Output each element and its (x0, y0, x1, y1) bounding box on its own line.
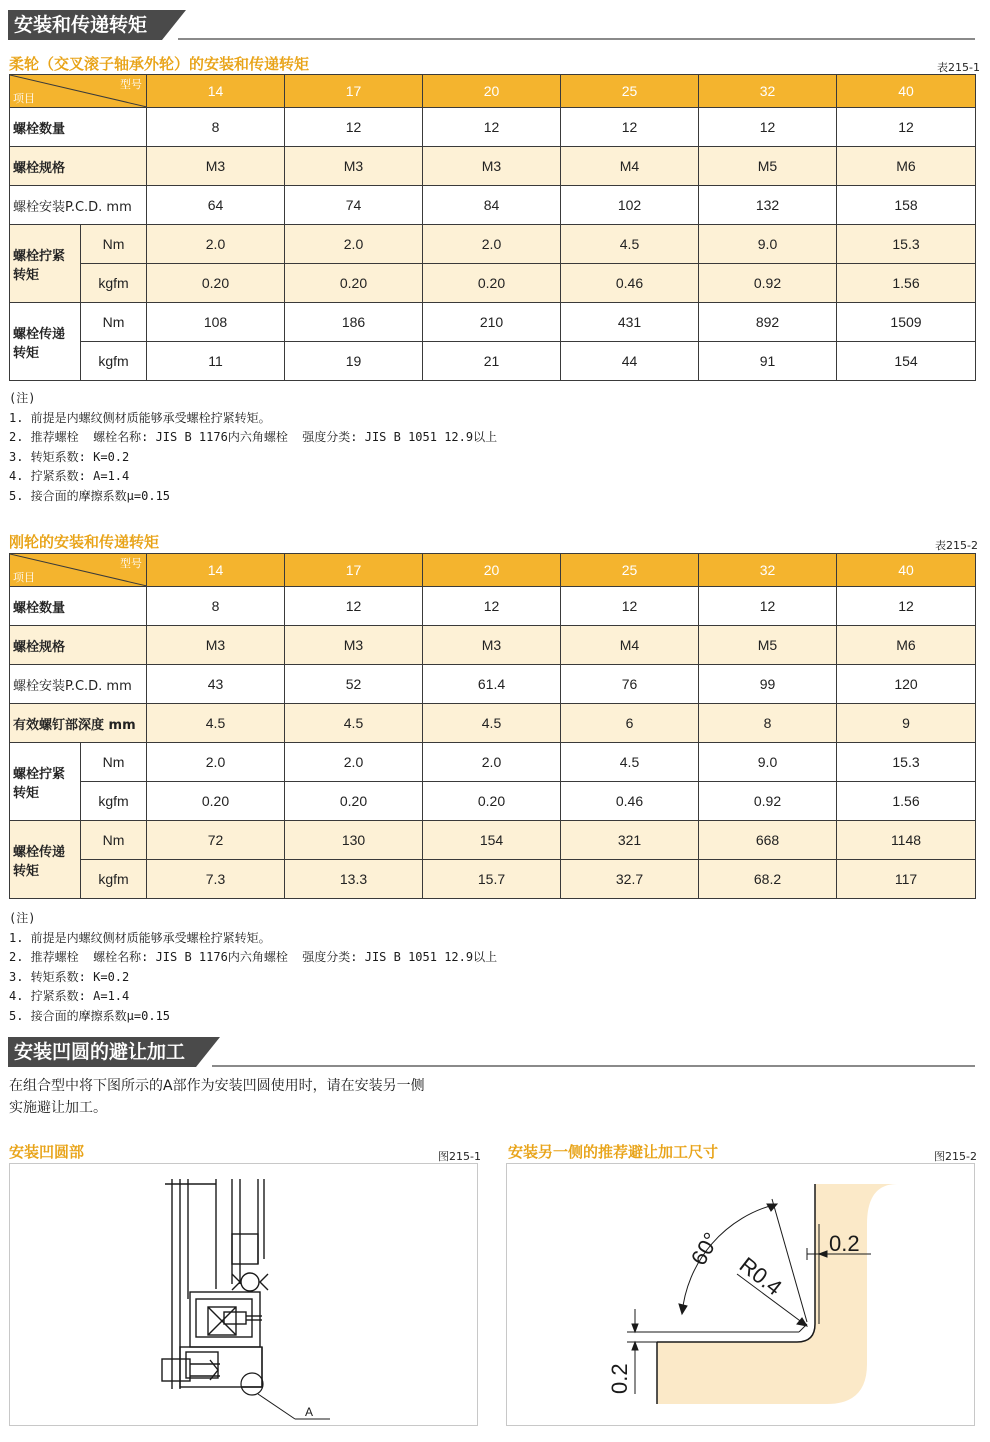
cell: 154 (837, 342, 976, 381)
note-line: (注) (9, 391, 36, 405)
corner-model-label: 型号 (120, 558, 142, 570)
cell: 9.0 (699, 225, 837, 264)
table1-header-row (10, 75, 976, 108)
table1-ref: 表215-1 (937, 61, 980, 74)
cell: 9.0 (699, 743, 837, 782)
section-rule (178, 38, 975, 40)
group-label-line: 螺栓拧紧 (13, 248, 66, 264)
cell: 11 (147, 342, 285, 381)
section-tab-tail (196, 1037, 220, 1067)
figure2-box (506, 1163, 975, 1426)
cell: 158 (837, 186, 976, 225)
row-label: 螺栓数量 (10, 587, 147, 626)
group-label-line: 螺栓传递 (13, 326, 66, 342)
model-header: 20 (423, 75, 561, 108)
note-line: 3. 转矩系数: K=0.2 (9, 969, 130, 984)
cell: 76 (561, 665, 699, 704)
group-label-tighten (10, 225, 81, 303)
relief-paragraph (9, 1075, 425, 1119)
cell: 0.20 (423, 782, 561, 821)
cell: 61.4 (423, 665, 561, 704)
group-label-line: 螺栓拧紧 (13, 766, 66, 782)
group-label-transmit (10, 821, 81, 899)
cell: 4.5 (423, 704, 561, 743)
cell: 154 (423, 821, 561, 860)
table1-corner-cell (10, 75, 147, 108)
note-line: 1. 前提是内螺纹侧材质能够承受螺栓拧紧转矩。 (9, 930, 271, 945)
cell: 6 (561, 704, 699, 743)
cell: 2.0 (147, 225, 285, 264)
cell: M5 (699, 626, 837, 665)
model-header: 40 (837, 75, 976, 108)
cell: 892 (699, 303, 837, 342)
cell: 99 (699, 665, 837, 704)
table1 (9, 74, 976, 381)
unit-cell: Nm (81, 821, 147, 860)
row-label: 螺栓安装P.C.D. mm (10, 665, 147, 704)
cell: 15.7 (423, 860, 561, 899)
cell: M3 (285, 626, 423, 665)
model-header: 32 (699, 75, 837, 108)
cell: 132 (699, 186, 837, 225)
unit-cell: Nm (81, 303, 147, 342)
cell: 431 (561, 303, 699, 342)
table-row (10, 342, 976, 381)
angle-label: 60° (685, 1228, 725, 1270)
cell: 668 (699, 821, 837, 860)
cell: 4.5 (147, 704, 285, 743)
cell: 12 (423, 108, 561, 147)
cell: 0.92 (699, 264, 837, 303)
cell: 19 (285, 342, 423, 381)
cell: 84 (423, 186, 561, 225)
cell: 120 (837, 665, 976, 704)
cell: 12 (837, 108, 976, 147)
cell: 2.0 (285, 743, 423, 782)
cell: 12 (699, 587, 837, 626)
section-title: 安装凹圆的避让加工 (8, 1037, 196, 1067)
right-dim-label: 0.2 (829, 1231, 860, 1256)
cell: 0.92 (699, 782, 837, 821)
cell: 1.56 (837, 264, 976, 303)
cell: M6 (837, 626, 976, 665)
cell: 12 (561, 587, 699, 626)
model-header: 17 (285, 554, 423, 587)
group-label-line: 螺栓传递 (13, 844, 66, 860)
note-line: (注) (9, 911, 36, 925)
row-label: 螺栓规格 (10, 147, 147, 186)
callout-label-a: A (305, 1405, 314, 1419)
cell: 12 (285, 587, 423, 626)
table-row (10, 704, 976, 743)
row-label: 螺栓安装P.C.D. mm (10, 186, 147, 225)
table2-title: 刚轮的安装和传递转矩 (9, 533, 160, 551)
model-header: 25 (561, 554, 699, 587)
cell: 72 (147, 821, 285, 860)
cell: 2.0 (423, 225, 561, 264)
cell: 108 (147, 303, 285, 342)
cell: 8 (147, 108, 285, 147)
group-label-line: 转矩 (13, 267, 40, 283)
table-row (10, 821, 976, 860)
unit-cell: kgfm (81, 342, 147, 381)
cell: 2.0 (147, 743, 285, 782)
cell: 4.5 (561, 743, 699, 782)
group-label-line: 转矩 (13, 345, 40, 361)
cell: 0.20 (285, 264, 423, 303)
cell: 1.56 (837, 782, 976, 821)
unit-cell: kgfm (81, 264, 147, 303)
cell: M6 (837, 147, 976, 186)
cell: M5 (699, 147, 837, 186)
model-header: 40 (837, 554, 976, 587)
table-row (10, 587, 976, 626)
note-line: 5. 接合面的摩擦系数μ=0.15 (9, 1008, 171, 1023)
figure1-title: 安装凹圆部 (9, 1143, 85, 1161)
row-label: 螺栓数量 (10, 108, 147, 147)
cell: M3 (423, 626, 561, 665)
cell: 64 (147, 186, 285, 225)
cell: 0.20 (147, 264, 285, 303)
cell: 7.3 (147, 860, 285, 899)
notes2 (9, 909, 497, 1027)
section-title: 安装和传递转矩 (8, 10, 162, 40)
unit-cell: Nm (81, 225, 147, 264)
cell: 21 (423, 342, 561, 381)
cell: 13.3 (285, 860, 423, 899)
row-label: 螺栓规格 (10, 626, 147, 665)
cell: 321 (561, 821, 699, 860)
table-row (10, 264, 976, 303)
cell: 8 (147, 587, 285, 626)
section-header-install-torque (8, 10, 975, 40)
cell: 0.46 (561, 782, 699, 821)
cell: 12 (699, 108, 837, 147)
table-row (10, 743, 976, 782)
corner-item-label: 项目 (13, 93, 35, 105)
cell: 0.20 (423, 264, 561, 303)
table2 (9, 553, 976, 899)
figure2-ref: 图215-2 (934, 1150, 977, 1163)
table-row (10, 782, 976, 821)
cell: 9 (837, 704, 976, 743)
model-header: 32 (699, 554, 837, 587)
notes1 (9, 389, 497, 507)
cell: 4.5 (561, 225, 699, 264)
cell: 4.5 (285, 704, 423, 743)
note-line: 4. 拧紧系数: A=1.4 (9, 469, 130, 484)
relief-dimension-drawing (507, 1164, 974, 1425)
table-row (10, 860, 976, 899)
cell: 12 (285, 108, 423, 147)
section-rule (212, 1065, 975, 1067)
table2-header-row (10, 554, 976, 587)
note-line: 2. 推荐螺栓 螺栓名称: JIS B 1176内六角螺栓 强度分类: JIS B 1051 12.9以上 (9, 430, 498, 445)
cell: 43 (147, 665, 285, 704)
cell: 102 (561, 186, 699, 225)
cell: 8 (699, 704, 837, 743)
model-header: 17 (285, 75, 423, 108)
cell: M4 (561, 626, 699, 665)
table-row (10, 147, 976, 186)
cell: 12 (423, 587, 561, 626)
table2-corner-cell (10, 554, 147, 587)
figure1-ref: 图215-1 (438, 1150, 481, 1163)
note-line: 1. 前提是内螺纹侧材质能够承受螺栓拧紧转矩。 (9, 410, 271, 425)
cell: 91 (699, 342, 837, 381)
table-row (10, 186, 976, 225)
cell: 130 (285, 821, 423, 860)
cell: 74 (285, 186, 423, 225)
table-row (10, 108, 976, 147)
cell: M3 (423, 147, 561, 186)
cell: 0.20 (147, 782, 285, 821)
model-header: 25 (561, 75, 699, 108)
cell: 2.0 (285, 225, 423, 264)
table1-title: 柔轮（交叉滚子轴承外轮）的安装和传递转矩 (9, 55, 310, 73)
cell: 52 (285, 665, 423, 704)
figure2-title: 安装另一侧的推荐避让加工尺寸 (508, 1143, 719, 1161)
cell: 68.2 (699, 860, 837, 899)
table2-ref: 表215-2 (935, 539, 978, 552)
cell: 15.3 (837, 743, 976, 782)
cell: M3 (147, 147, 285, 186)
note-line: 5. 接合面的摩擦系数μ=0.15 (9, 488, 171, 503)
cell: 32.7 (561, 860, 699, 899)
unit-cell: Nm (81, 743, 147, 782)
cell: 117 (837, 860, 976, 899)
cell: 186 (285, 303, 423, 342)
cell: 0.46 (561, 264, 699, 303)
cell: M3 (285, 147, 423, 186)
cell: 1148 (837, 821, 976, 860)
model-header: 14 (147, 554, 285, 587)
group-label-tighten (10, 743, 81, 821)
group-label-line: 转矩 (13, 863, 40, 879)
cell: 12 (561, 108, 699, 147)
corner-model-label: 型号 (120, 79, 142, 91)
note-line: 4. 拧紧系数: A=1.4 (9, 989, 130, 1004)
table-row (10, 665, 976, 704)
note-line: 2. 推荐螺栓 螺栓名称: JIS B 1176内六角螺栓 强度分类: JIS B 1051 12.9以上 (9, 950, 498, 965)
cell: M4 (561, 147, 699, 186)
cell: 210 (423, 303, 561, 342)
cell: 0.20 (285, 782, 423, 821)
paragraph-line: 在组合型中将下图所示的A部作为安装凹圆使用时，请在安装另一侧 (9, 1078, 425, 1094)
cell: 12 (837, 587, 976, 626)
cell: 15.3 (837, 225, 976, 264)
table-row (10, 303, 976, 342)
unit-cell: kgfm (81, 782, 147, 821)
left-dim-label: 0.2 (607, 1363, 632, 1394)
group-label-line: 转矩 (13, 785, 40, 801)
cell: 44 (561, 342, 699, 381)
cell: 1509 (837, 303, 976, 342)
radius-label: R0.4 (734, 1252, 787, 1301)
row-label: 有效螺钉部深度 mm (10, 704, 147, 743)
corner-item-label: 项目 (13, 572, 35, 584)
section-tab-tail (162, 10, 186, 40)
cell: M3 (147, 626, 285, 665)
note-line: 3. 转矩系数: K=0.2 (9, 449, 130, 464)
model-header: 14 (147, 75, 285, 108)
table-row (10, 626, 976, 665)
mounting-recess-drawing (10, 1164, 477, 1425)
group-label-transmit (10, 303, 81, 381)
model-header: 20 (423, 554, 561, 587)
paragraph-line: 实施避让加工。 (9, 1100, 107, 1116)
cell: 2.0 (423, 743, 561, 782)
table-row (10, 225, 976, 264)
section-header-relief (8, 1037, 975, 1067)
figure1-box (9, 1163, 478, 1426)
unit-cell: kgfm (81, 860, 147, 899)
